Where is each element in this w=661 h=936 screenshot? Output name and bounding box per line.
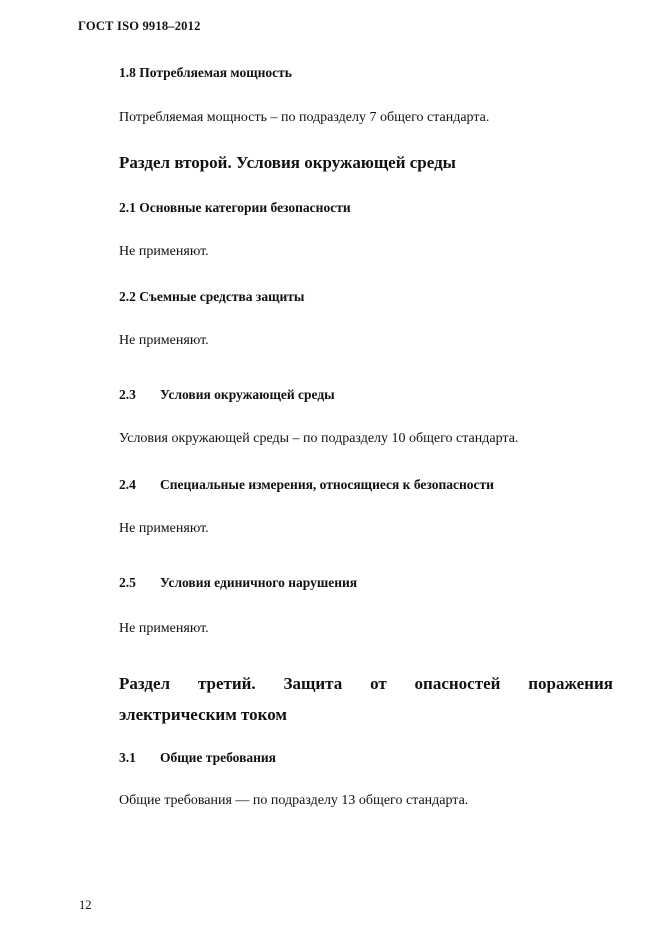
- section-title-word: Раздел: [119, 674, 171, 693]
- section-title-3-line2: электрическим током: [119, 705, 287, 724]
- subsection-title: Специальные измерения, относящиеся к безопасности: [160, 477, 494, 492]
- subsection-heading-2-5: [119, 575, 539, 595]
- subsection-heading-2-3: [119, 387, 539, 407]
- subsection-heading-1-8: 1.8 Потребляемая мощность: [119, 65, 292, 80]
- subsection-text-1-8: Потребляемая мощность – по подразделу 7 общего стандарта.: [119, 110, 490, 125]
- section-title-word: третий.: [197, 674, 256, 693]
- subsection-title: Условия единичного нарушения: [160, 575, 358, 590]
- subsection-text-2-1: Не применяют.: [119, 244, 209, 259]
- subsection-number: 2.5: [119, 575, 136, 590]
- subsection-heading-2-2: 2.2 Съемные средства защиты: [119, 289, 305, 304]
- subsection-number: 2.3: [119, 387, 136, 402]
- subsection-heading-3-1: [119, 750, 539, 770]
- subsection-title: Общие требования: [160, 750, 276, 765]
- subsection-text-2-4: Не применяют.: [119, 521, 209, 536]
- section-title-word: опасностей: [414, 674, 501, 693]
- subsection-number: 2.4: [119, 477, 136, 492]
- section-title-word: от: [370, 674, 387, 693]
- subsection-text-2-2: Не применяют.: [119, 333, 209, 348]
- section-title-3-line1: [119, 674, 613, 694]
- subsection-title: Условия окружающей среды: [160, 387, 335, 402]
- subsection-text-2-5: Не применяют.: [119, 621, 209, 636]
- section-title-word: Защита: [283, 674, 343, 693]
- subsection-text-3-1: Общие требования — по подразделу 13 общего стандарта.: [119, 793, 469, 808]
- section-title-2: Раздел второй. Условия окружающей среды: [119, 153, 456, 172]
- page-number: 12: [79, 898, 92, 912]
- document-header: ГОСТ ISO 9918–2012: [78, 19, 201, 33]
- section-title-word: поражения: [528, 674, 613, 693]
- subsection-heading-2-4: [119, 477, 579, 497]
- subsection-number: 3.1: [119, 750, 136, 765]
- subsection-heading-2-1: 2.1 Основные категории безопасности: [119, 200, 351, 215]
- subsection-text-2-3: Условия окружающей среды – по подразделу 10 общего стандарта.: [119, 431, 519, 446]
